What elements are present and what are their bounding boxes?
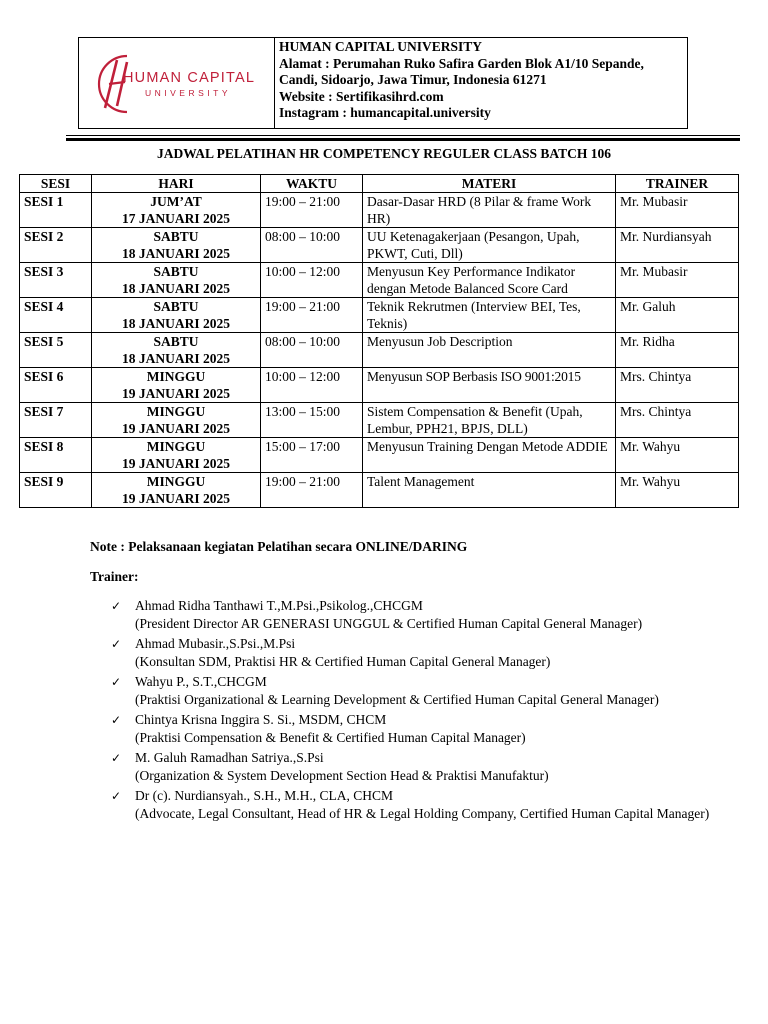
- cell-waktu: 08:00 – 10:00: [261, 228, 363, 263]
- table-row: [20, 403, 739, 438]
- cell-trainer: Mr. Mubasir: [616, 193, 739, 228]
- day: MINGGU: [146, 439, 206, 454]
- day: SABTU: [153, 264, 199, 279]
- cell-sesi: SESI 8: [20, 438, 92, 473]
- trainer-desc: (President Director AR GENERASI UNGGUL & Certified Human Capital General Manager): [135, 616, 643, 631]
- check-icon: ✓: [111, 675, 122, 689]
- check-icon: ✓: [111, 637, 122, 651]
- cell-sesi: SESI 5: [20, 333, 92, 368]
- cell-waktu: 19:00 – 21:00: [261, 298, 363, 333]
- trainer-desc: (Praktisi Organizational & Learning Development & Certified Human Capital General Manager): [135, 692, 659, 707]
- cell-sesi: SESI 1: [20, 193, 92, 228]
- trainer-desc: (Advocate, Legal Consultant, Head of HR & Legal Holding Company, Certified Human Capital Manager): [135, 806, 710, 821]
- logo-text-bottom: UNIVERSITY: [145, 88, 232, 98]
- cell-hari: [92, 228, 261, 263]
- header-rule-thick: [66, 138, 740, 141]
- document-title: JADWAL PELATIHAN HR COMPETENCY REGULER CLASS BATCH 106: [157, 146, 611, 161]
- cell-waktu: 10:00 – 12:00: [261, 368, 363, 403]
- cell-hari: [92, 298, 261, 333]
- address-line-1: Alamat : Perumahan Ruko Safira Garden Blok A1/10 Sepande,: [279, 55, 644, 71]
- list-item: [111, 597, 731, 633]
- trainer-desc: (Organization & System Development Section Head & Praktisi Manufaktur): [135, 768, 549, 783]
- cell-materi: Teknik Rekrutmen (Interview BEI, Tes, Teknis): [363, 298, 616, 333]
- schedule-table: [19, 174, 739, 508]
- cell-sesi: SESI 9: [20, 473, 92, 508]
- org-name: HUMAN CAPITAL UNIVERSITY: [279, 39, 483, 54]
- table-row: [20, 193, 739, 228]
- cell-hari: [92, 368, 261, 403]
- header-hari: HARI: [92, 175, 261, 193]
- day: MINGGU: [146, 369, 206, 384]
- cell-materi: Menyusun Training Dengan Metode ADDIE: [363, 438, 616, 473]
- list-item: [111, 635, 731, 671]
- cell-trainer: Mr. Ridha: [616, 333, 739, 368]
- cell-sesi: SESI 2: [20, 228, 92, 263]
- cell-trainer: Mr. Wahyu: [616, 473, 739, 508]
- date: 18 JANUARI 2025: [122, 281, 230, 296]
- trainer-name: Dr (c). Nurdiansyah., S.H., M.H., CLA, CHCM: [135, 788, 393, 803]
- cell-hari: [92, 193, 261, 228]
- table-row: [20, 368, 739, 403]
- day: SABTU: [153, 299, 199, 314]
- trainer-heading: Trainer:: [90, 569, 139, 584]
- table-row: [20, 228, 739, 263]
- header-rule-thin: [66, 135, 740, 136]
- table-row: [20, 333, 739, 368]
- day: SABTU: [153, 229, 199, 244]
- cell-materi: Menyusun Key Performance Indikator dengan Metode Balanced Score Card: [363, 263, 616, 298]
- cell-hari: [92, 438, 261, 473]
- cell-waktu: 15:00 – 17:00: [261, 438, 363, 473]
- cell-materi: Menyusun Job Description: [363, 333, 616, 368]
- table-row: [20, 263, 739, 298]
- cell-sesi: SESI 3: [20, 263, 92, 298]
- cell-waktu: 13:00 – 15:00: [261, 403, 363, 438]
- address-line-2: Candi, Sidoarjo, Jawa Timur, Indonesia 61271: [279, 72, 547, 87]
- date: 19 JANUARI 2025: [122, 386, 230, 401]
- table-row: [20, 438, 739, 473]
- human-capital-logo-icon: [87, 48, 267, 120]
- cell-trainer: Mrs. Chintya: [616, 368, 739, 403]
- check-icon: ✓: [111, 599, 122, 613]
- list-item: [111, 673, 731, 709]
- list-item: [111, 711, 731, 747]
- cell-trainer: Mrs. Chintya: [616, 403, 739, 438]
- day: JUM’AT: [150, 194, 202, 209]
- trainer-name: Wahyu P., S.T.,CHCGM: [135, 674, 267, 689]
- trainer-name: M. Galuh Ramadhan Satriya.,S.Psi: [135, 750, 324, 765]
- date: 18 JANUARI 2025: [122, 351, 230, 366]
- header-waktu: WAKTU: [261, 175, 363, 193]
- cell-waktu: 19:00 – 21:00: [261, 473, 363, 508]
- cell-hari: [92, 263, 261, 298]
- cell-waktu: 08:00 – 10:00: [261, 333, 363, 368]
- date: 18 JANUARI 2025: [122, 246, 230, 261]
- list-item: [111, 749, 731, 785]
- cell-waktu: 19:00 – 21:00: [261, 193, 363, 228]
- date: 19 JANUARI 2025: [122, 491, 230, 506]
- day: MINGGU: [146, 404, 206, 419]
- letterhead: [78, 37, 688, 129]
- cell-trainer: Mr. Wahyu: [616, 438, 739, 473]
- cell-sesi: SESI 6: [20, 368, 92, 403]
- trainer-name: Chintya Krisna Inggira S. Si., MSDM, CHCM: [135, 712, 387, 727]
- check-icon: ✓: [111, 789, 122, 803]
- note-text: Note : Pelaksanaan kegiatan Pelatihan secara ONLINE/DARING: [90, 539, 468, 554]
- cell-hari: [92, 403, 261, 438]
- table-header-row: [20, 175, 739, 193]
- date: 19 JANUARI 2025: [122, 421, 230, 436]
- trainer-desc: (Konsultan SDM, Praktisi HR & Certified Human Capital General Manager): [135, 654, 551, 669]
- cell-hari: [92, 473, 261, 508]
- cell-materi: Menyusun SOP Berbasis ISO 9001:2015: [363, 368, 616, 403]
- logo-text-top: HUMAN CAPITAL: [123, 70, 256, 86]
- check-icon: ✓: [111, 713, 122, 727]
- cell-sesi: SESI 7: [20, 403, 92, 438]
- trainer-list: [111, 597, 731, 825]
- check-icon: ✓: [111, 751, 122, 765]
- table-row: [20, 473, 739, 508]
- trainer-desc: (Praktisi Compensation & Benefit & Certified Human Capital Manager): [135, 730, 526, 745]
- cell-materi: UU Ketenagakerjaan (Pesangon, Upah, PKWT, Cuti, Dll): [363, 228, 616, 263]
- list-item: [111, 787, 731, 823]
- instagram: Instagram : humancapital.university: [279, 105, 491, 120]
- day: MINGGU: [146, 474, 206, 489]
- day: SABTU: [153, 334, 199, 349]
- cell-materi: Sistem Compensation & Benefit (Upah, Lembur, PPH21, BPJS, DLL): [363, 403, 616, 438]
- cell-materi: Dasar-Dasar HRD (8 Pilar & frame Work HR): [363, 193, 616, 228]
- table-row: [20, 298, 739, 333]
- cell-sesi: SESI 4: [20, 298, 92, 333]
- date: 17 JANUARI 2025: [122, 211, 230, 226]
- website: Website : Sertifikasihrd.com: [279, 88, 444, 104]
- logo-cell: [79, 38, 275, 128]
- cell-hari: [92, 333, 261, 368]
- cell-materi: Talent Management: [363, 473, 616, 508]
- header-trainer: TRAINER: [616, 175, 739, 193]
- trainer-name: Ahmad Mubasir.,S.Psi.,M.Psi: [135, 636, 296, 651]
- cell-trainer: Mr. Mubasir: [616, 263, 739, 298]
- header-sesi: SESI: [20, 175, 92, 193]
- header-materi: MATERI: [363, 175, 616, 193]
- cell-trainer: Mr. Nurdiansyah: [616, 228, 739, 263]
- cell-waktu: 10:00 – 12:00: [261, 263, 363, 298]
- date: 19 JANUARI 2025: [122, 456, 230, 471]
- org-info: [275, 38, 644, 128]
- cell-trainer: Mr. Galuh: [616, 298, 739, 333]
- trainer-name: Ahmad Ridha Tanthawi T.,M.Psi.,Psikolog.,CHCGM: [135, 598, 423, 613]
- date: 18 JANUARI 2025: [122, 316, 230, 331]
